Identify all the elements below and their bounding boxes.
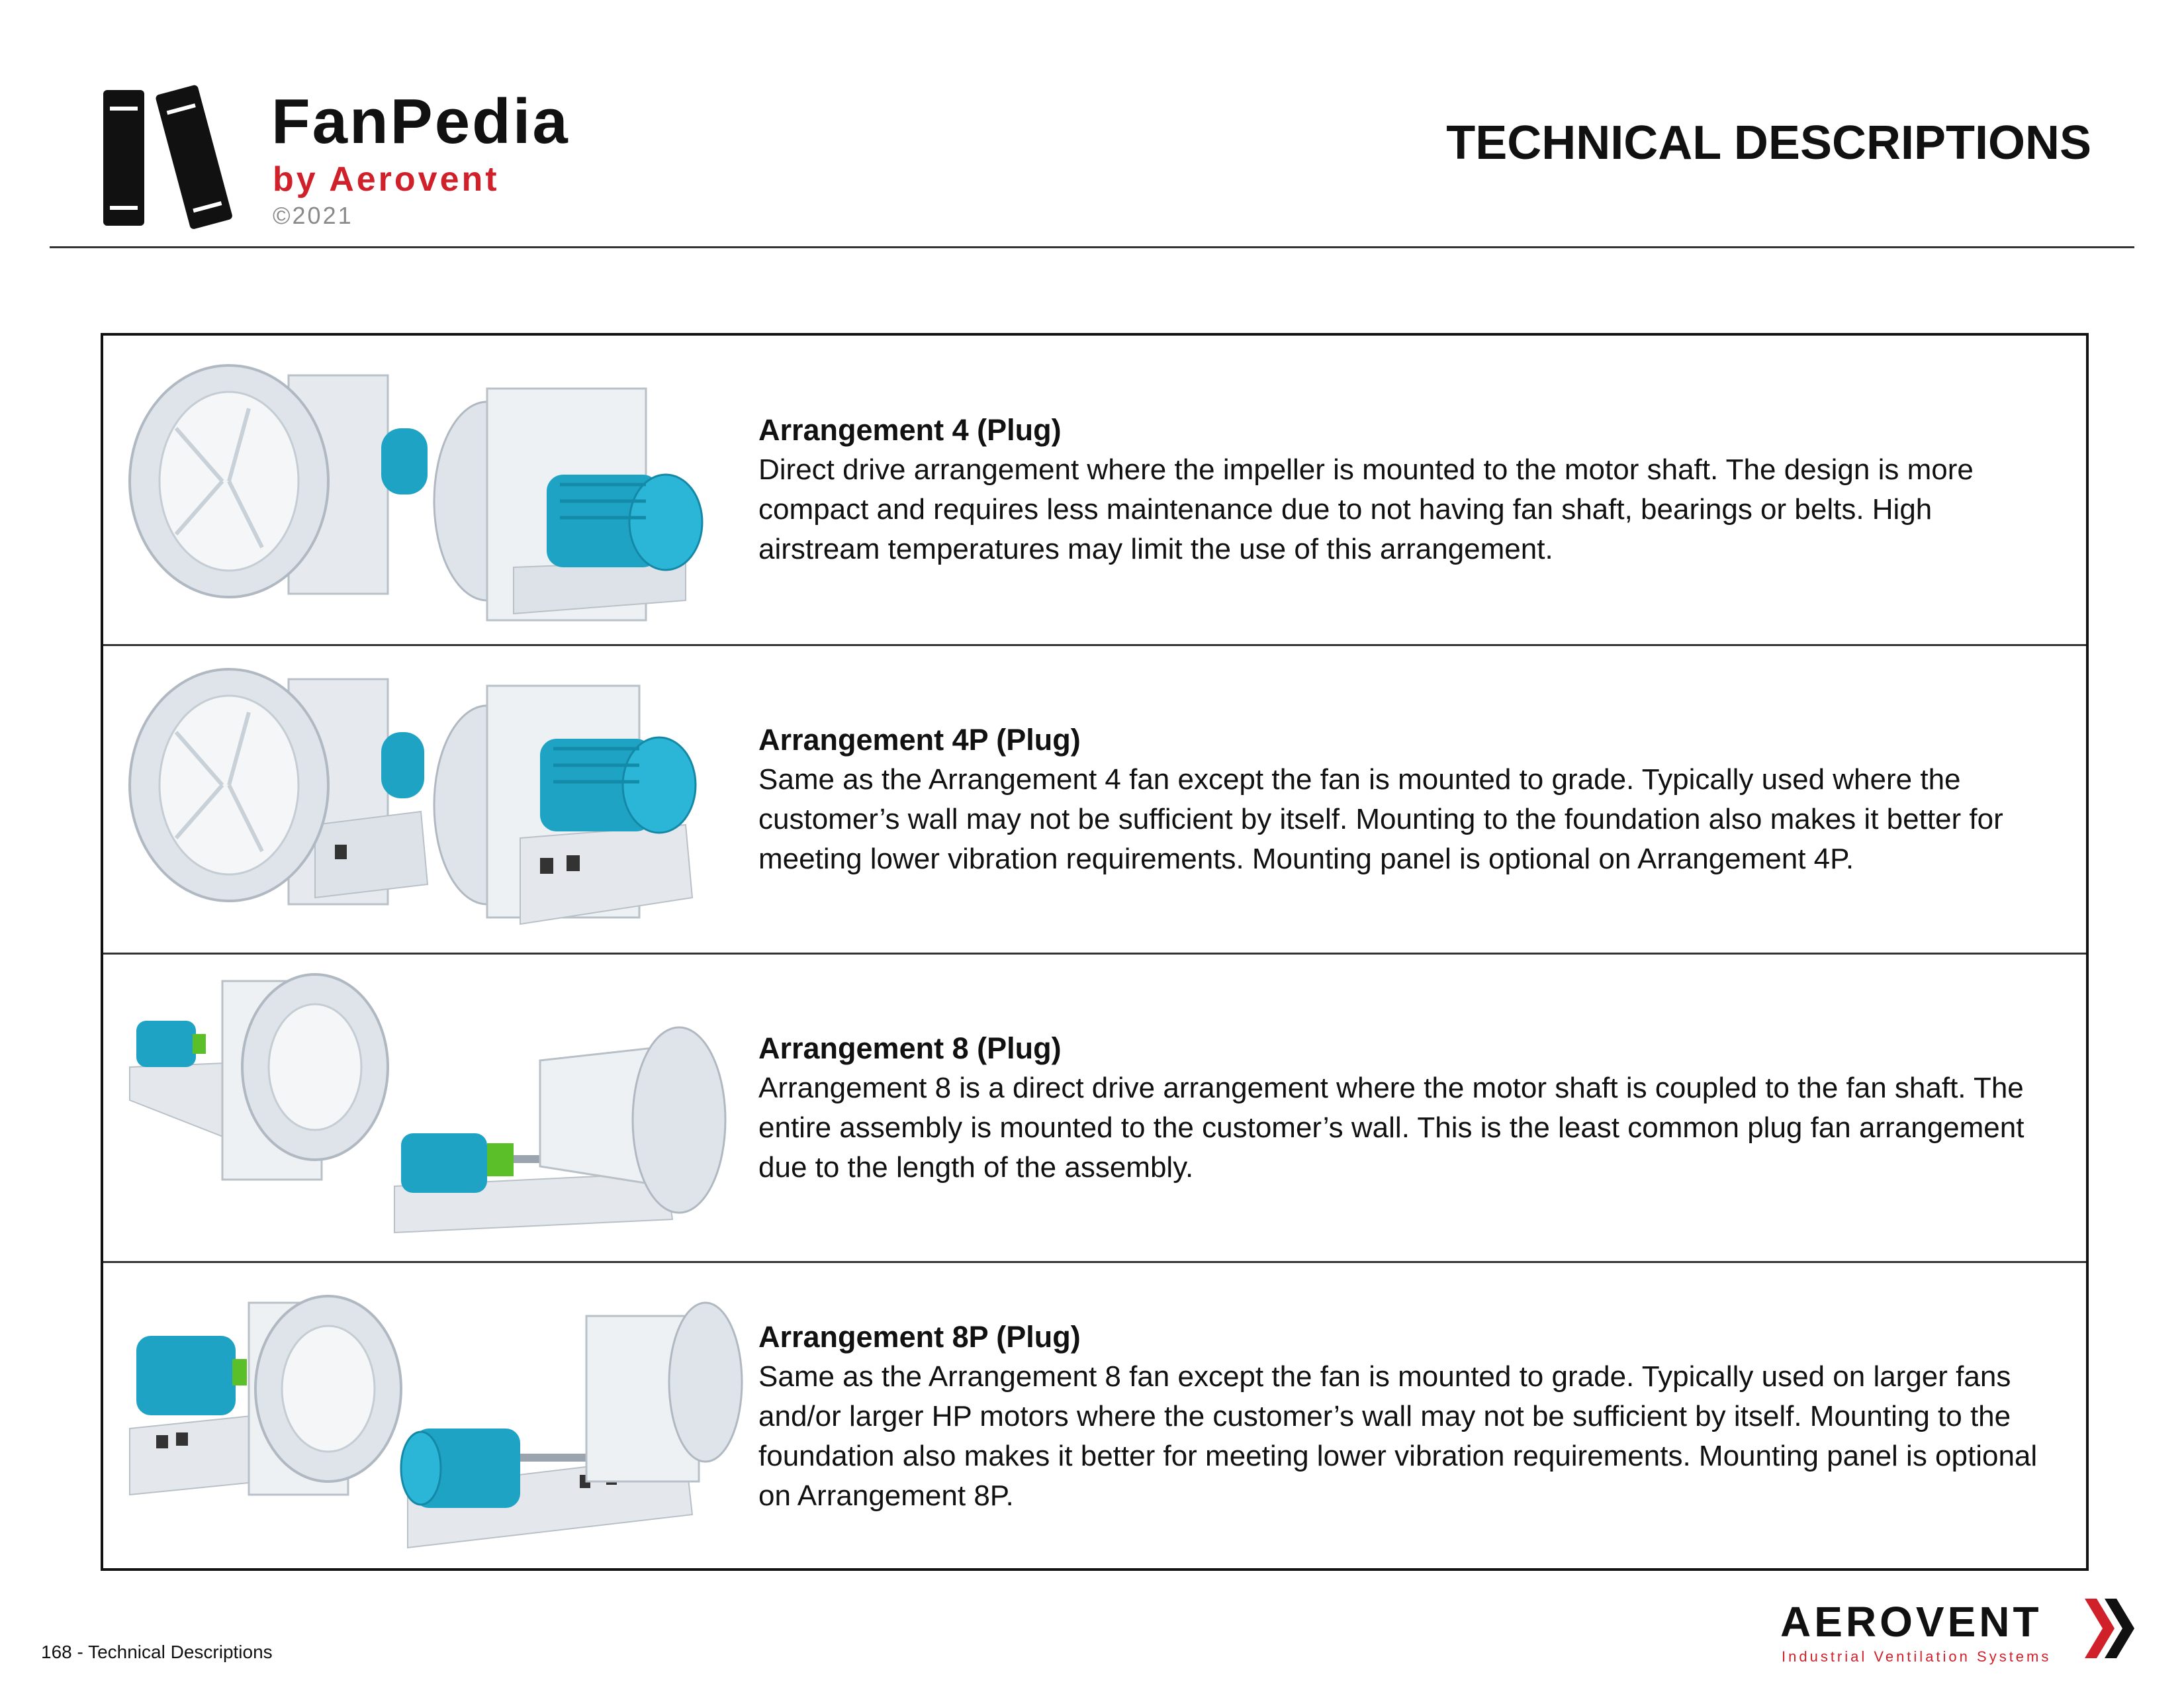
header-divider: [50, 246, 2134, 248]
logo-subtitle: by Aerovent: [273, 160, 500, 199]
arrangement-description: Arrangement 8 is a direct drive arrangement where the motor shaft is coupled to the fan shaft. The entire assembly is mounted to the customer’s wall. This is the least common plug fan arrangement due to the length of the assembly.: [758, 1071, 2025, 1184]
arrangement-title: Arrangement 8 (Plug): [758, 1031, 1062, 1065]
aerovent-brand: AEROVENT: [1780, 1598, 2042, 1646]
aerovent-logo: [1774, 1595, 2144, 1668]
arrangement-title: Arrangement 4P (Plug): [758, 722, 1081, 757]
arrangement-row: [103, 336, 2086, 644]
arrangement-text: [758, 955, 2049, 1261]
page-number-label: 168 - Technical Descriptions: [41, 1642, 273, 1662]
logo-copyright: ©2021: [273, 202, 353, 229]
aerovent-tagline: Industrial Ventilation Systems: [1782, 1648, 2052, 1665]
books-icon: [98, 77, 270, 229]
chevron-right-icon: [2085, 1595, 2138, 1662]
fanpedia-logo: [93, 73, 688, 232]
arrangement-title: Arrangement 4 (Plug): [758, 413, 1062, 447]
arrangement-8p-illustration: [116, 1276, 752, 1558]
arrangement-row: [103, 1261, 2086, 1570]
arrangement-4-illustration: [116, 349, 752, 631]
arrangement-4p-illustration: [116, 659, 752, 941]
page-title: TECHNICAL DESCRIPTIONS: [1446, 117, 2091, 169]
arrangements-table: [101, 333, 2089, 1571]
arrangement-description: Same as the Arrangement 4 fan except the fan is mounted to grade. Typically used where the customer’s wall may not be sufficient by itself. Mounting to the foundation also makes it better for meeting lower vibration requirements. Mounting panel is optional on Arrangement 4P.: [758, 763, 2003, 875]
arrangement-title: Arrangement 8P (Plug): [758, 1319, 1081, 1354]
logo-title: FanPedia: [271, 86, 570, 157]
arrangement-text: [758, 646, 2049, 953]
arrangement-8-illustration: [116, 968, 752, 1250]
arrangement-description: Direct drive arrangement where the impeller is mounted to the motor shaft. The design is more compact and requires less maintenance due to not having fan shaft, bearings or belts. High airstream temperatures may limit the use of this arrangement.: [758, 453, 1974, 565]
arrangement-description: Same as the Arrangement 8 fan except the fan is mounted to grade. Typically used on larger fans and/or larger HP motors where the customer’s wall may not be sufficient by itself. Mounting to the foundation also makes it better for meeting lower vibration requirements. Mounting panel is optional on Arrangement 8P.: [758, 1360, 2038, 1512]
arrangement-row: [103, 953, 2086, 1261]
arrangement-row: [103, 644, 2086, 953]
arrangement-text: [758, 336, 2049, 644]
arrangement-text: [758, 1263, 2049, 1570]
